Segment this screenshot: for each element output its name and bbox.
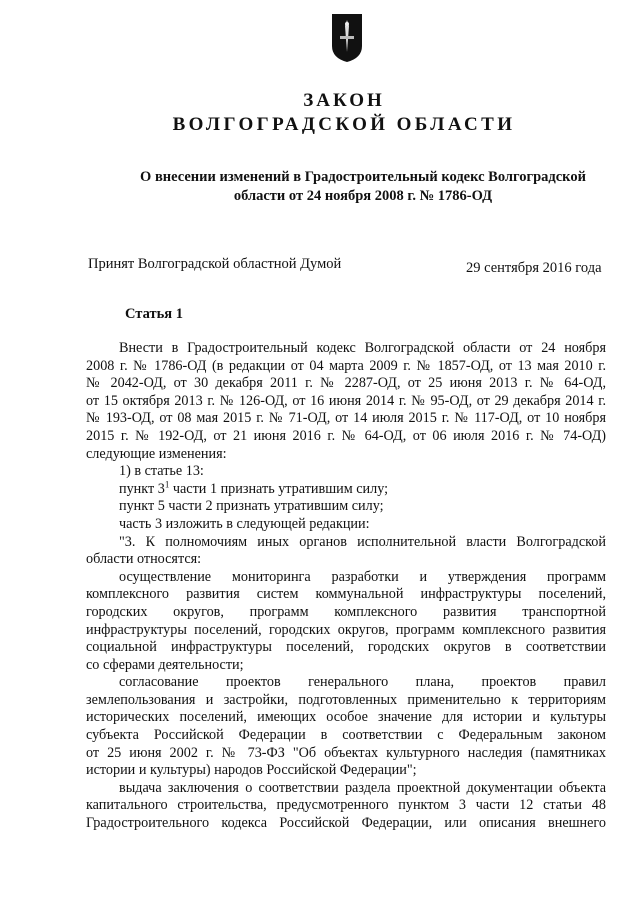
text-line: "3. К полномочиям иных органов исполнительной власти Волгоградской — [119, 533, 606, 550]
text-line: № 193-ОД, от 08 мая 2015 г. № 71-ОД, от 14 июля 2015 г. № 117-ОД, от 10 ноября — [86, 410, 606, 427]
text-line: согласование проектов генерального плана, проектов правил — [119, 674, 606, 691]
text-line: 1) в статье 13: — [119, 463, 204, 480]
text-line: осуществление мониторинга разработки и утверждения программ — [119, 568, 606, 585]
superscript: 1 — [164, 479, 170, 490]
adoption-date: 29 сентября 2016 года — [466, 260, 602, 276]
document-region-title: ВОЛГОГРАДСКОЙ ОБЛАСТИ — [172, 114, 516, 135]
text-line: следующие изменения: — [86, 445, 227, 462]
text-line: пункт 5 части 2 признать утратившим силу; — [119, 498, 384, 515]
text-line: комплексного развития систем коммунальной инфраструктуры поселений, — [86, 586, 606, 603]
text-line: пункт $3^1$ части 1 признать утратившим силу; — [119, 479, 389, 497]
text-line: исторических поселений, имеющих особое значение для истории и культуры — [86, 709, 606, 726]
text-line: области относятся: — [86, 551, 202, 568]
text-line: часть 3 изложить в следующей редакции: — [119, 515, 370, 532]
text-line: социальной инфраструктуры поселений, городских округов в соответствии — [86, 639, 606, 656]
text-line: городских округов, программ комплексного развития транспортной — [86, 603, 606, 620]
document-subject: О внесении изменений в Градостроительный кодекс Волгоградской области от 24 ноября 2008 г. № 1786-ОД — [140, 169, 586, 204]
text-line: инфраструктуры поселений, городских округов, программ комплексного развития — [86, 621, 606, 638]
text-line: субъекта Российской Федерации в соответствии с Федеральным законом — [86, 727, 606, 744]
text-line: 2015 г. № 192-ОД, от 21 июня 2016 г. № 64-ОД, от 06 июля 2016 г. № 74-ОД) — [86, 427, 606, 444]
text-line: капитального строительства, предусмотренного пунктом 3 части 12 статьи 48 — [86, 797, 606, 814]
text-line: от 25 июня 2002 г. № 73-ФЗ "Об объектах культурного наследия (памятниках — [86, 744, 606, 761]
document-type-title: ЗАКОН — [303, 90, 385, 111]
adopted-by: Принят Волгоградской областной Думой — [88, 256, 342, 272]
coat-of-arms-icon — [330, 12, 364, 64]
text-line: от 15 октября 2013 г. № 126-ОД, от 16 июня 2014 г. № 95-ОД, от 29 декабря 2014 г. — [86, 392, 606, 409]
text-line: 2008 г. № 1786-ОД (в редакции от 04 марта 2009 г. № 1857-ОД, от 13 мая 2010 г. — [86, 357, 606, 374]
article-body — [86, 340, 606, 833]
text-line: Внести в Градостроительный кодекс Волгоградской области от 24 ноября — [119, 340, 606, 356]
text-line: выдача заключения о соответствии раздела проектной документации объекта — [119, 779, 606, 796]
text-line: № 2042-ОД, от 30 декабря 2011 г. № 2287-ОД, от 25 июня 2013 г. № 64-ОД, — [86, 375, 606, 392]
text-line: землепользования и застройки, подготовленных применительно к территориям — [86, 691, 606, 708]
text-line: истории и культуры) народов Российской Федерации"; — [86, 762, 417, 779]
text-line: со сферами деятельности; — [86, 656, 244, 673]
text-line: Градостроительного кодекса Российской Федерации, или описания внешнего — [86, 815, 606, 832]
article-heading: Статья 1 — [125, 306, 183, 322]
